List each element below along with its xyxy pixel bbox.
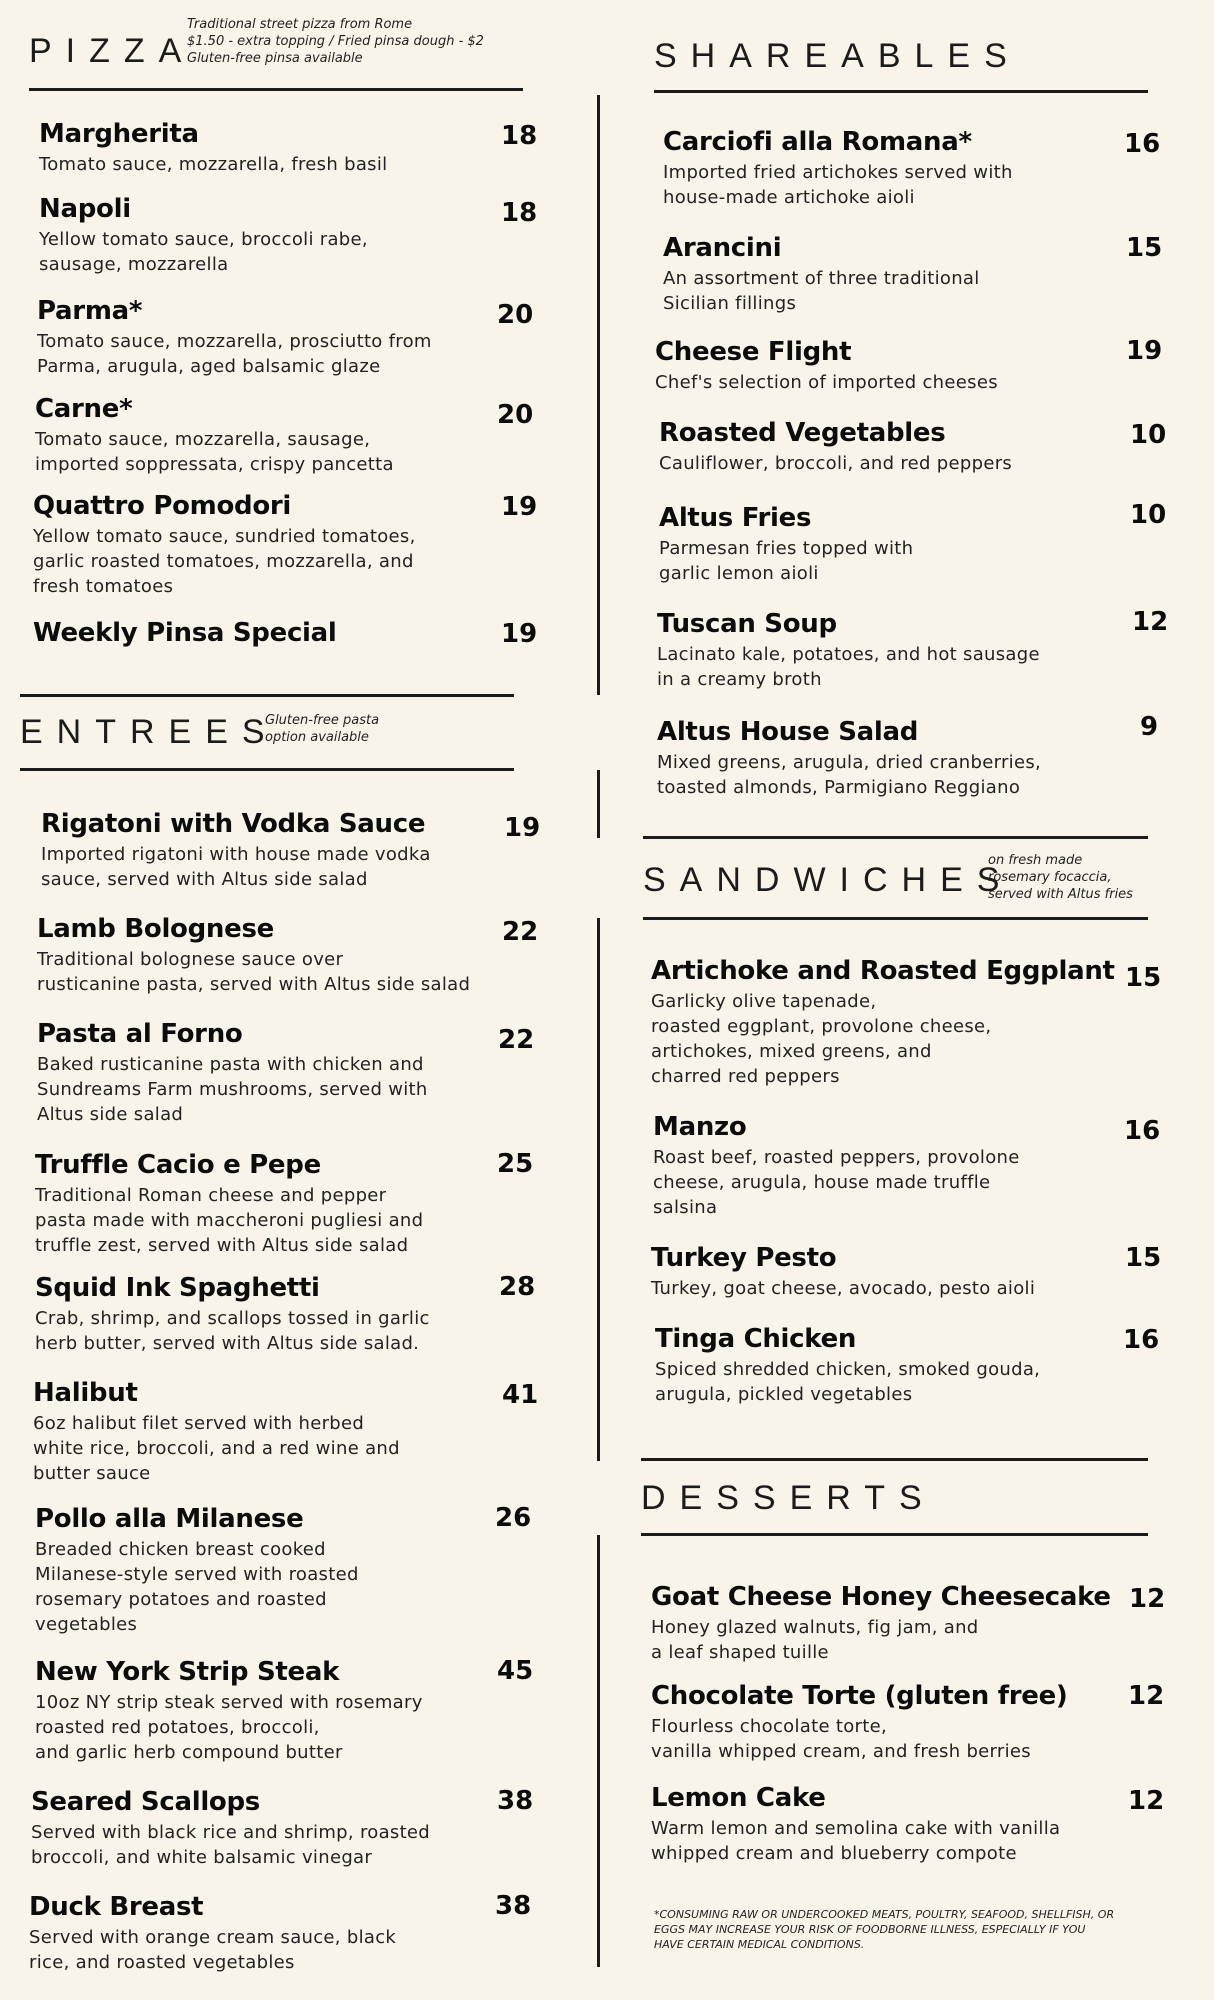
item-name: Rigatoni with Vodka Sauce	[41, 809, 426, 839]
item-name: Manzo	[653, 1112, 747, 1142]
item-name: Chocolate Torte (gluten free)	[651, 1681, 1068, 1711]
entree-item-duck-breast	[29, 1891, 396, 1975]
item-price: 12	[1128, 1786, 1165, 1816]
entree-item-seared-scallops	[31, 1786, 430, 1870]
entree-item-pasta-al-forno	[37, 1018, 428, 1127]
item-description: Lacinato kale, potatoes, and hot sausage in a creamy broth	[657, 644, 1040, 690]
item-price: 18	[501, 198, 538, 228]
pizza-rule	[29, 88, 523, 91]
pizza-item-carne	[35, 393, 394, 477]
desserts-top-rule	[641, 1458, 1148, 1461]
item-price: 26	[495, 1503, 532, 1533]
item-name: Tuscan Soup	[657, 609, 837, 639]
item-name: Halibut	[33, 1378, 138, 1408]
shareable-item-tuscan-soup	[657, 608, 1040, 692]
item-price: 19	[504, 813, 541, 843]
item-name: Pollo alla Milanese	[35, 1504, 304, 1534]
item-price: 38	[497, 1786, 534, 1816]
item-price: 12	[1128, 1681, 1165, 1711]
item-name: Arancini	[663, 233, 782, 263]
item-description: Flourless chocolate torte, vanilla whipped cream, and fresh berries	[651, 1716, 1031, 1762]
item-description: Tomato sauce, mozzarella, sausage, imported soppressata, crispy pancetta	[35, 429, 394, 475]
item-price: 25	[497, 1149, 534, 1179]
item-price: 45	[497, 1656, 534, 1686]
food-safety-disclaimer: *CONSUMING RAW OR UNDERCOOKED MEATS, POULTRY, SEAFOOD, SHELLFISH, OR EGGS MAY INCREASE YOUR RISK OF FOODBORNE ILLNESS, ESPECIALLY IF YOU HAVE CERTAIN MEDICAL CONDITIONS.	[654, 1908, 1115, 1951]
item-name: Turkey Pesto	[651, 1243, 837, 1273]
pizza-item-parma	[37, 295, 432, 379]
item-name: Carciofi alla Romana*	[663, 127, 972, 157]
item-price: 16	[1124, 1116, 1161, 1146]
entree-item-pollo-alla-milanese	[35, 1503, 359, 1637]
item-description: Turkey, goat cheese, avocado, pesto aioli	[651, 1278, 1036, 1299]
shareable-item-cheese-flight	[655, 336, 998, 395]
sandwiches-heading: SANDWICHES	[643, 861, 1014, 899]
pizza-heading: PIZZA	[29, 32, 196, 70]
item-price: 16	[1124, 129, 1161, 159]
pizza-item-weekly-pinsa-special	[33, 617, 337, 649]
entrees-top-rule	[20, 694, 514, 697]
item-price: 22	[498, 1025, 535, 1055]
entree-item-new-york-strip-steak	[35, 1656, 423, 1765]
item-name: Roasted Vegetables	[659, 418, 946, 448]
item-price: 19	[1126, 336, 1163, 366]
item-name: New York Strip Steak	[35, 1657, 340, 1687]
item-price: 12	[1132, 607, 1169, 637]
item-description: Breaded chicken breast cooked Milanese-style served with roasted rosemary potatoes and roasted vegetables	[35, 1539, 359, 1635]
entree-item-lamb-bolognese	[37, 913, 470, 997]
shareables-rule	[654, 90, 1148, 93]
item-name: Quattro Pomodori	[33, 491, 292, 521]
item-name: Napoli	[39, 194, 131, 224]
sandwich-item-manzo	[653, 1111, 1020, 1220]
item-description: Crab, shrimp, and scallops tossed in garlic herb butter, served with Altus side salad.	[35, 1308, 430, 1354]
item-price: 10	[1130, 420, 1167, 450]
item-description: Garlicky olive tapenade, roasted eggplant, provolone cheese, artichokes, mixed greens, and charred red peppers	[651, 991, 992, 1087]
item-description: 10oz NY strip steak served with rosemary roasted red potatoes, broccoli, and garlic herb compound butter	[35, 1692, 423, 1763]
item-price: 28	[499, 1272, 536, 1302]
dessert-item-chocolate-torte	[651, 1680, 1068, 1764]
item-description: Mixed greens, arugula, dried cranberries, toasted almonds, Parmigiano Reggiano	[657, 752, 1042, 798]
item-price: 22	[502, 917, 539, 947]
item-name: Seared Scallops	[31, 1787, 260, 1817]
item-description: Honey glazed walnuts, fig jam, and a leaf shaped tuille	[651, 1617, 979, 1663]
column-divider	[597, 1535, 600, 1967]
item-name: Truffle Cacio e Pepe	[35, 1150, 321, 1180]
column-divider	[597, 770, 600, 838]
pizza-item-quattro-pomodori	[33, 490, 416, 599]
item-description: Tomato sauce, mozzarella, prosciutto from Parma, arugula, aged balsamic glaze	[37, 331, 432, 377]
item-name: Lemon Cake	[651, 1783, 826, 1813]
item-description: Roast beef, roasted peppers, provolone cheese, arugula, house made truffle salsina	[653, 1147, 1020, 1218]
item-price: 19	[501, 619, 538, 649]
shareable-item-altus-fries	[659, 502, 913, 586]
item-price: 18	[501, 121, 538, 151]
item-description: 6oz halibut filet served with herbed white rice, broccoli, and a red wine and butter sauce	[33, 1413, 400, 1484]
pizza-item-napoli	[39, 193, 368, 277]
item-price: 38	[495, 1891, 532, 1921]
item-description: Yellow tomato sauce, sundried tomatoes, garlic roasted tomatoes, mozzarella, and fresh tomatoes	[33, 526, 416, 597]
sandwiches-top-rule	[643, 836, 1148, 839]
shareable-item-roasted-vegetables	[659, 417, 1012, 476]
item-price: 20	[497, 300, 534, 330]
item-price: 15	[1125, 963, 1162, 993]
item-price: 19	[501, 492, 538, 522]
item-name: Weekly Pinsa Special	[33, 618, 337, 648]
dessert-item-lemon-cake	[651, 1782, 1060, 1866]
item-description: Tomato sauce, mozzarella, fresh basil	[39, 154, 388, 175]
item-description: Traditional bolognese sauce over rusticanine pasta, served with Altus side salad	[37, 949, 471, 995]
item-description: Imported rigatoni with house made vodka sauce, served with Altus side salad	[41, 844, 431, 890]
item-price: 9	[1140, 712, 1159, 742]
pizza-note: Traditional street pizza from Rome $1.50 - extra topping / Fried pinsa dough - $2 Gluten-free pinsa available	[187, 17, 484, 66]
item-name: Cheese Flight	[655, 337, 852, 367]
dessert-item-goat-cheese-cheesecake	[651, 1581, 1111, 1665]
sandwiches-bottom-rule	[643, 917, 1148, 920]
entree-item-squid-ink-spaghetti	[35, 1272, 430, 1356]
item-description: An assortment of three traditional Sicilian fillings	[663, 268, 980, 314]
item-description: Traditional Roman cheese and pepper pasta made with maccheroni pugliesi and truffle zest, served with Altus side salad	[35, 1185, 424, 1256]
sandwiches-note: on fresh made rosemary focaccia, served with Altus fries	[988, 853, 1133, 902]
item-description: Warm lemon and semolina cake with vanilla whipped cream and blueberry compote	[651, 1818, 1061, 1864]
item-price: 12	[1129, 1584, 1166, 1614]
item-price: 20	[497, 400, 534, 430]
item-name: Altus House Salad	[657, 717, 919, 747]
sandwich-item-artichoke-eggplant	[651, 955, 1115, 1089]
shareable-item-arancini	[663, 232, 980, 316]
item-name: Squid Ink Spaghetti	[35, 1273, 320, 1303]
item-description: Baked rusticanine pasta with chicken and Sundreams Farm mushrooms, served with Altus side salad	[37, 1054, 428, 1125]
sandwich-item-turkey-pesto	[651, 1242, 1035, 1301]
item-price: 16	[1123, 1325, 1160, 1355]
item-price: 10	[1130, 500, 1167, 530]
item-description: Cauliflower, broccoli, and red peppers	[659, 453, 1013, 474]
entree-item-truffle-cacio-e-pepe	[35, 1149, 423, 1258]
item-name: Carne*	[35, 394, 133, 424]
shareables-heading: SHAREABLES	[654, 37, 1021, 75]
item-name: Goat Cheese Honey Cheesecake	[651, 1582, 1111, 1612]
item-name: Lamb Bolognese	[37, 914, 274, 944]
entrees-heading: ENTREES	[20, 713, 279, 751]
item-name: Margherita	[39, 119, 199, 149]
item-price: 15	[1125, 1243, 1162, 1273]
item-name: Pasta al Forno	[37, 1019, 243, 1049]
pizza-item-margherita	[39, 118, 387, 177]
entree-item-halibut	[33, 1377, 400, 1486]
entrees-note: Gluten-free pasta option available	[265, 713, 380, 745]
item-description: Chef's selection of imported cheeses	[655, 372, 998, 393]
shareable-item-altus-house-salad	[657, 716, 1041, 800]
item-price: 41	[502, 1380, 539, 1410]
item-name: Altus Fries	[659, 503, 812, 533]
item-name: Duck Breast	[29, 1892, 204, 1922]
entree-item-rigatoni	[41, 808, 431, 892]
column-divider	[597, 95, 600, 695]
column-divider	[597, 918, 600, 1461]
sandwich-item-tinga-chicken	[655, 1323, 1040, 1407]
item-price: 15	[1126, 233, 1163, 263]
item-name: Parma*	[37, 296, 143, 326]
item-description: Served with black rice and shrimp, roasted broccoli, and white balsamic vinegar	[31, 1822, 431, 1868]
entrees-bottom-rule	[20, 768, 514, 771]
item-description: Served with orange cream sauce, black rice, and roasted vegetables	[29, 1927, 397, 1973]
item-name: Tinga Chicken	[655, 1324, 857, 1354]
item-description: Spiced shredded chicken, smoked gouda, arugula, pickled vegetables	[655, 1359, 1041, 1405]
shareable-item-carciofi	[663, 126, 1013, 210]
item-name: Artichoke and Roasted Eggplant	[651, 956, 1115, 986]
item-description: Yellow tomato sauce, broccoli rabe, sausage, mozzarella	[39, 229, 368, 275]
desserts-heading: DESSERTS	[641, 1479, 936, 1517]
item-description: Parmesan fries topped with garlic lemon aioli	[659, 538, 914, 584]
item-description: Imported fried artichokes served with house-made artichoke aioli	[663, 162, 1013, 208]
desserts-bottom-rule	[641, 1533, 1148, 1536]
